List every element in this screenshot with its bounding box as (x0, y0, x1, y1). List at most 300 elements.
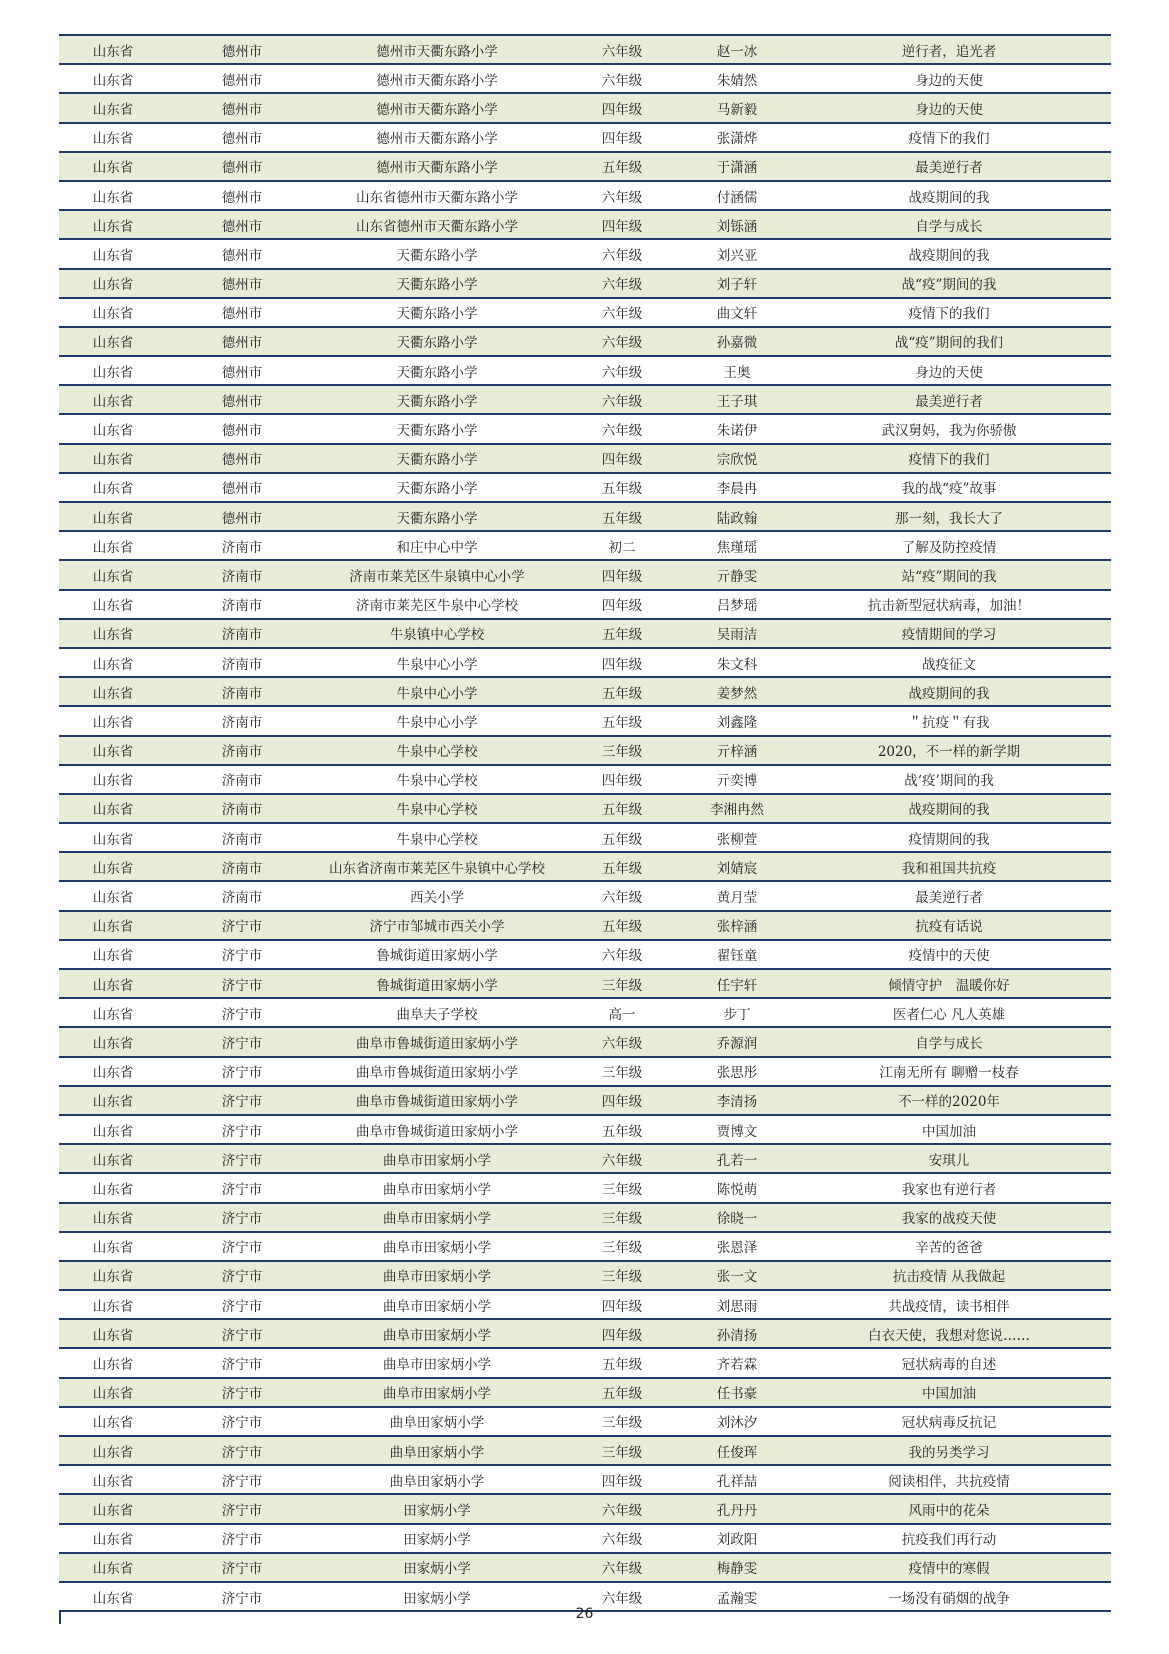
student-name-cell: 李湘冉然 (687, 794, 787, 823)
grade-cell: 三年级 (557, 1203, 687, 1232)
grade-cell: 三年级 (557, 1407, 687, 1436)
student-name-cell: 黄月莹 (687, 881, 787, 910)
grade-cell: 六年级 (557, 414, 687, 443)
table-row (59, 1144, 1111, 1173)
school-cell: 天衢东路小学 (317, 269, 557, 298)
province-cell: 山东省 (59, 736, 167, 765)
city-cell: 济南市 (167, 560, 317, 589)
table-row (59, 823, 1111, 852)
province-cell: 山东省 (59, 1407, 167, 1436)
province-cell: 山东省 (59, 648, 167, 677)
city-cell: 德州市 (167, 152, 317, 181)
grade-cell: 六年级 (557, 1524, 687, 1553)
school-cell: 济南市莱芜区牛泉中心学校 (317, 590, 557, 619)
essay-title-cell: 我的另类学习 (787, 1436, 1111, 1465)
school-cell: 曲阜市田家炳小学 (317, 1203, 557, 1232)
grade-cell: 六年级 (557, 181, 687, 210)
province-cell: 山东省 (59, 1290, 167, 1319)
student-name-cell: 朱诺伊 (687, 414, 787, 443)
province-cell: 山东省 (59, 1553, 167, 1582)
grade-cell: 五年级 (557, 823, 687, 852)
school-cell: 天衢东路小学 (317, 327, 557, 356)
school-cell: 德州市天衢东路小学 (317, 152, 557, 181)
table-row (59, 969, 1111, 998)
essay-title-cell: 不一样的2020年 (787, 1086, 1111, 1115)
table-row (59, 152, 1111, 181)
grade-cell: 三年级 (557, 1261, 687, 1290)
table-row (59, 1465, 1111, 1494)
table-row (59, 35, 1111, 64)
school-cell: 牛泉中心学校 (317, 823, 557, 852)
table-row (59, 1232, 1111, 1261)
table-row (59, 239, 1111, 268)
province-cell: 山东省 (59, 210, 167, 239)
essay-title-cell: 安琪儿 (787, 1144, 1111, 1173)
city-cell: 德州市 (167, 181, 317, 210)
city-cell: 济宁市 (167, 1057, 317, 1086)
student-name-cell: 孔若一 (687, 1144, 787, 1173)
province-cell: 山东省 (59, 794, 167, 823)
grade-cell: 六年级 (557, 881, 687, 910)
school-cell: 天衢东路小学 (317, 444, 557, 473)
student-name-cell: 刘沐汐 (687, 1407, 787, 1436)
student-name-cell: 张一文 (687, 1261, 787, 1290)
city-cell: 德州市 (167, 64, 317, 93)
school-cell: 曲阜市鲁城街道田家炳小学 (317, 1115, 557, 1144)
grade-cell: 五年级 (557, 706, 687, 735)
table-row (59, 1115, 1111, 1144)
student-name-cell: 吴雨洁 (687, 619, 787, 648)
student-name-cell: 刘子轩 (687, 269, 787, 298)
city-cell: 德州市 (167, 327, 317, 356)
student-name-cell: 于潇涵 (687, 152, 787, 181)
essay-title-cell: 阅读相伴，共抗疫情 (787, 1465, 1111, 1494)
student-name-cell: 刘兴亚 (687, 239, 787, 268)
grade-cell: 六年级 (557, 1582, 687, 1611)
table-row (59, 881, 1111, 910)
school-cell: 天衢东路小学 (317, 502, 557, 531)
school-cell: 牛泉中心小学 (317, 677, 557, 706)
school-cell: 济宁市邹城市西关小学 (317, 911, 557, 940)
student-name-cell: 孙嘉微 (687, 327, 787, 356)
school-cell: 西关小学 (317, 881, 557, 910)
grade-cell: 五年级 (557, 619, 687, 648)
school-cell: 鲁城街道田家炳小学 (317, 940, 557, 969)
province-cell: 山东省 (59, 385, 167, 414)
student-name-cell: 亓奕博 (687, 765, 787, 794)
essay-title-cell: 2020，不一样的新学期 (787, 736, 1111, 765)
essay-title-cell: 战“疫”期间的我 (787, 269, 1111, 298)
province-cell: 山东省 (59, 444, 167, 473)
student-name-cell: 曲文轩 (687, 298, 787, 327)
student-name-cell: 张思彤 (687, 1057, 787, 1086)
grade-cell: 五年级 (557, 1378, 687, 1407)
essay-title-cell: 自学与成长 (787, 210, 1111, 239)
student-name-cell: 王子琪 (687, 385, 787, 414)
grade-cell: 四年级 (557, 93, 687, 122)
school-cell: 德州市天衢东路小学 (317, 93, 557, 122)
province-cell: 山东省 (59, 1319, 167, 1348)
school-cell: 曲阜市田家炳小学 (317, 1378, 557, 1407)
city-cell: 济宁市 (167, 1290, 317, 1319)
table-row (59, 1290, 1111, 1319)
school-cell: 曲阜市田家炳小学 (317, 1290, 557, 1319)
essay-title-cell: 最美逆行者 (787, 881, 1111, 910)
student-name-cell: 孔丹丹 (687, 1494, 787, 1523)
essay-title-cell: 疫情中的天使 (787, 940, 1111, 969)
student-name-cell: 刘铄涵 (687, 210, 787, 239)
table-row (59, 502, 1111, 531)
table-row (59, 765, 1111, 794)
grade-cell: 四年级 (557, 765, 687, 794)
table-row (59, 385, 1111, 414)
province-cell: 山东省 (59, 911, 167, 940)
city-cell: 济宁市 (167, 1027, 317, 1056)
province-cell: 山东省 (59, 852, 167, 881)
student-name-cell: 张柳萱 (687, 823, 787, 852)
student-name-cell: 吕梦瑶 (687, 590, 787, 619)
province-cell: 山东省 (59, 327, 167, 356)
student-name-cell: 付涵儒 (687, 181, 787, 210)
school-cell: 牛泉中心学校 (317, 765, 557, 794)
student-name-cell: 孙清扬 (687, 1319, 787, 1348)
table-row (59, 181, 1111, 210)
city-cell: 济宁市 (167, 1173, 317, 1202)
table-row (59, 93, 1111, 122)
province-cell: 山东省 (59, 1086, 167, 1115)
city-cell: 济南市 (167, 881, 317, 910)
essay-title-cell: 自学与成长 (787, 1027, 1111, 1056)
essay-title-cell: 共战疫情，读书相伴 (787, 1290, 1111, 1319)
student-name-cell: 乔源润 (687, 1027, 787, 1056)
table-row (59, 414, 1111, 443)
province-cell: 山东省 (59, 1173, 167, 1202)
city-cell: 济宁市 (167, 1086, 317, 1115)
school-cell: 天衢东路小学 (317, 473, 557, 502)
essay-title-cell: 医者仁心 凡人英雄 (787, 998, 1111, 1027)
province-cell: 山东省 (59, 356, 167, 385)
student-name-cell: 马新毅 (687, 93, 787, 122)
essay-title-cell: 逆行者，追光者 (787, 35, 1111, 64)
student-name-cell: 陈悦萌 (687, 1173, 787, 1202)
grade-cell: 四年级 (557, 1319, 687, 1348)
grade-cell: 六年级 (557, 1144, 687, 1173)
grade-cell: 六年级 (557, 327, 687, 356)
province-cell: 山东省 (59, 881, 167, 910)
student-name-cell: 翟钰童 (687, 940, 787, 969)
grade-cell: 六年级 (557, 239, 687, 268)
city-cell: 济宁市 (167, 940, 317, 969)
essay-title-cell: 辛苦的爸爸 (787, 1232, 1111, 1261)
grade-cell: 四年级 (557, 1465, 687, 1494)
province-cell: 山东省 (59, 1144, 167, 1173)
city-cell: 德州市 (167, 93, 317, 122)
essay-title-cell: 疫情中的寒假 (787, 1553, 1111, 1582)
school-cell: 曲阜市田家炳小学 (317, 1232, 557, 1261)
city-cell: 德州市 (167, 444, 317, 473)
table-row (59, 1436, 1111, 1465)
province-cell: 山东省 (59, 1348, 167, 1377)
essay-title-cell: 白衣天使，我想对您说…… (787, 1319, 1111, 1348)
city-cell: 德州市 (167, 502, 317, 531)
student-name-cell: 亓梓涵 (687, 736, 787, 765)
table-row (59, 123, 1111, 152)
province-cell: 山东省 (59, 1582, 167, 1611)
table-row (59, 1057, 1111, 1086)
grade-cell: 四年级 (557, 560, 687, 589)
school-cell: 牛泉中心学校 (317, 736, 557, 765)
student-name-cell: 李晨冉 (687, 473, 787, 502)
school-cell: 田家炳小学 (317, 1494, 557, 1523)
grade-cell: 六年级 (557, 1494, 687, 1523)
table-row (59, 269, 1111, 298)
award-list-table-wrapper (59, 34, 1111, 1612)
school-cell: 牛泉中心学校 (317, 794, 557, 823)
essay-title-cell: 战疫期间的我 (787, 794, 1111, 823)
city-cell: 德州市 (167, 473, 317, 502)
essay-title-cell: 站“疫”期间的我 (787, 560, 1111, 589)
city-cell: 济宁市 (167, 1261, 317, 1290)
province-cell: 山东省 (59, 298, 167, 327)
essay-title-cell: 身边的天使 (787, 356, 1111, 385)
city-cell: 济南市 (167, 765, 317, 794)
table-row (59, 560, 1111, 589)
student-name-cell: 贾博文 (687, 1115, 787, 1144)
essay-title-cell: 那一刻，我长大了 (787, 502, 1111, 531)
table-row (59, 998, 1111, 1027)
table-row (59, 794, 1111, 823)
essay-title-cell: ＂抗疫＂有我 (787, 706, 1111, 735)
province-cell: 山东省 (59, 414, 167, 443)
school-cell: 田家炳小学 (317, 1582, 557, 1611)
student-name-cell: 孔祥喆 (687, 1465, 787, 1494)
city-cell: 济宁市 (167, 1203, 317, 1232)
essay-title-cell: 疫情期间的学习 (787, 619, 1111, 648)
province-cell: 山东省 (59, 677, 167, 706)
essay-title-cell: 一场没有硝烟的战争 (787, 1582, 1111, 1611)
table-row (59, 64, 1111, 93)
grade-cell: 五年级 (557, 152, 687, 181)
student-name-cell: 宗欣悦 (687, 444, 787, 473)
table-row (59, 648, 1111, 677)
school-cell: 牛泉中心小学 (317, 648, 557, 677)
city-cell: 德州市 (167, 414, 317, 443)
school-cell: 田家炳小学 (317, 1524, 557, 1553)
student-name-cell: 刘政阳 (687, 1524, 787, 1553)
essay-title-cell: 战疫期间的我 (787, 181, 1111, 210)
city-cell: 济宁市 (167, 1582, 317, 1611)
city-cell: 德州市 (167, 298, 317, 327)
grade-cell: 四年级 (557, 210, 687, 239)
province-cell: 山东省 (59, 1203, 167, 1232)
student-name-cell: 陆政翰 (687, 502, 787, 531)
province-cell: 山东省 (59, 64, 167, 93)
city-cell: 济宁市 (167, 1553, 317, 1582)
table-row (59, 1086, 1111, 1115)
grade-cell: 四年级 (557, 444, 687, 473)
student-name-cell: 梅静雯 (687, 1553, 787, 1582)
essay-title-cell: 风雨中的花朵 (787, 1494, 1111, 1523)
student-name-cell: 刘思雨 (687, 1290, 787, 1319)
city-cell: 济宁市 (167, 969, 317, 998)
student-name-cell: 任书豪 (687, 1378, 787, 1407)
award-list-table (59, 34, 1111, 1612)
essay-title-cell: 身边的天使 (787, 64, 1111, 93)
student-name-cell: 步丁 (687, 998, 787, 1027)
student-name-cell: 朱婧然 (687, 64, 787, 93)
province-cell: 山东省 (59, 1378, 167, 1407)
table-row (59, 1319, 1111, 1348)
province-cell: 山东省 (59, 35, 167, 64)
table-row (59, 940, 1111, 969)
essay-title-cell: 战疫期间的我 (787, 239, 1111, 268)
student-name-cell: 姜梦然 (687, 677, 787, 706)
grade-cell: 三年级 (557, 736, 687, 765)
grade-cell: 初二 (557, 531, 687, 560)
grade-cell: 五年级 (557, 473, 687, 502)
city-cell: 德州市 (167, 123, 317, 152)
student-name-cell: 李清扬 (687, 1086, 787, 1115)
school-cell: 曲阜市田家炳小学 (317, 1173, 557, 1202)
city-cell: 德州市 (167, 35, 317, 64)
school-cell: 德州市天衢东路小学 (317, 64, 557, 93)
province-cell: 山东省 (59, 1465, 167, 1494)
grade-cell: 五年级 (557, 1348, 687, 1377)
province-cell: 山东省 (59, 590, 167, 619)
student-name-cell: 刘鑫隆 (687, 706, 787, 735)
city-cell: 济宁市 (167, 1524, 317, 1553)
essay-title-cell: 最美逆行者 (787, 385, 1111, 414)
grade-cell: 六年级 (557, 1027, 687, 1056)
city-cell: 德州市 (167, 356, 317, 385)
grade-cell: 三年级 (557, 1232, 687, 1261)
essay-title-cell: 战疫征文 (787, 648, 1111, 677)
student-name-cell: 张恩泽 (687, 1232, 787, 1261)
table-row (59, 210, 1111, 239)
essay-title-cell: 中国加油 (787, 1115, 1111, 1144)
province-cell: 山东省 (59, 823, 167, 852)
province-cell: 山东省 (59, 502, 167, 531)
city-cell: 济南市 (167, 619, 317, 648)
essay-title-cell: 抗疫我们再行动 (787, 1524, 1111, 1553)
school-cell: 曲阜市田家炳小学 (317, 1348, 557, 1377)
city-cell: 济宁市 (167, 911, 317, 940)
grade-cell: 三年级 (557, 969, 687, 998)
student-name-cell: 亓静雯 (687, 560, 787, 589)
school-cell: 德州市天衢东路小学 (317, 123, 557, 152)
grade-cell: 六年级 (557, 1553, 687, 1582)
province-cell: 山东省 (59, 152, 167, 181)
student-name-cell: 徐晓一 (687, 1203, 787, 1232)
province-cell: 山东省 (59, 998, 167, 1027)
school-cell: 田家炳小学 (317, 1553, 557, 1582)
student-name-cell: 张潇烨 (687, 123, 787, 152)
province-cell: 山东省 (59, 706, 167, 735)
table-row (59, 1027, 1111, 1056)
city-cell: 德州市 (167, 385, 317, 414)
grade-cell: 五年级 (557, 1115, 687, 1144)
school-cell: 牛泉中心小学 (317, 706, 557, 735)
table-row (59, 298, 1111, 327)
grade-cell: 六年级 (557, 940, 687, 969)
province-cell: 山东省 (59, 940, 167, 969)
student-name-cell: 任宇轩 (687, 969, 787, 998)
grade-cell: 五年级 (557, 794, 687, 823)
school-cell: 曲阜市田家炳小学 (317, 1144, 557, 1173)
province-cell: 山东省 (59, 1436, 167, 1465)
school-cell: 天衢东路小学 (317, 385, 557, 414)
student-name-cell: 王奥 (687, 356, 787, 385)
province-cell: 山东省 (59, 560, 167, 589)
school-cell: 天衢东路小学 (317, 356, 557, 385)
student-name-cell: 张梓涵 (687, 911, 787, 940)
school-cell: 山东省德州市天衢东路小学 (317, 181, 557, 210)
essay-title-cell: 战‘疫’期间的我 (787, 765, 1111, 794)
grade-cell: 五年级 (557, 677, 687, 706)
essay-title-cell: 抗击新型冠状病毒，加油！ (787, 590, 1111, 619)
table-row (59, 473, 1111, 502)
city-cell: 济宁市 (167, 1348, 317, 1377)
province-cell: 山东省 (59, 765, 167, 794)
student-name-cell: 孟瀚雯 (687, 1582, 787, 1611)
table-row (59, 1173, 1111, 1202)
school-cell: 山东省济南市莱芜区牛泉镇中心学校 (317, 852, 557, 881)
school-cell: 曲阜夫子学校 (317, 998, 557, 1027)
student-name-cell: 赵一冰 (687, 35, 787, 64)
essay-title-cell: 最美逆行者 (787, 152, 1111, 181)
province-cell: 山东省 (59, 1261, 167, 1290)
school-cell: 曲阜市鲁城街道田家炳小学 (317, 1057, 557, 1086)
essay-title-cell: 冠状病毒反抗记 (787, 1407, 1111, 1436)
table-row (59, 1553, 1111, 1582)
page-number: 26 (575, 1606, 594, 1622)
city-cell: 济南市 (167, 706, 317, 735)
table-row (59, 706, 1111, 735)
essay-title-cell: 抗疫有话说 (787, 911, 1111, 940)
essay-title-cell: 疫情下的我们 (787, 123, 1111, 152)
grade-cell: 四年级 (557, 1290, 687, 1319)
province-cell: 山东省 (59, 93, 167, 122)
city-cell: 济宁市 (167, 998, 317, 1027)
essay-title-cell: 冠状病毒的自述 (787, 1348, 1111, 1377)
school-cell: 曲阜田家炳小学 (317, 1465, 557, 1494)
essay-title-cell: 我家也有逆行者 (787, 1173, 1111, 1202)
city-cell: 德州市 (167, 269, 317, 298)
table-row (59, 619, 1111, 648)
province-cell: 山东省 (59, 1232, 167, 1261)
table-row (59, 852, 1111, 881)
table-row (59, 356, 1111, 385)
grade-cell: 四年级 (557, 590, 687, 619)
province-cell: 山东省 (59, 123, 167, 152)
student-name-cell: 刘婧宸 (687, 852, 787, 881)
school-cell: 山东省德州市天衢东路小学 (317, 210, 557, 239)
province-cell: 山东省 (59, 1057, 167, 1086)
city-cell: 济宁市 (167, 1494, 317, 1523)
city-cell: 济宁市 (167, 1378, 317, 1407)
essay-title-cell: 江南无所有 聊赠一枝春 (787, 1057, 1111, 1086)
city-cell: 济南市 (167, 852, 317, 881)
essay-title-cell: 倾情守护 温暖你好 (787, 969, 1111, 998)
grade-cell: 五年级 (557, 852, 687, 881)
table-row (59, 1203, 1111, 1232)
school-cell: 曲阜市鲁城街道田家炳小学 (317, 1086, 557, 1115)
essay-title-cell: 我的战“疫”故事 (787, 473, 1111, 502)
city-cell: 济宁市 (167, 1465, 317, 1494)
school-cell: 和庄中心中学 (317, 531, 557, 560)
city-cell: 济宁市 (167, 1144, 317, 1173)
grade-cell: 三年级 (557, 1436, 687, 1465)
